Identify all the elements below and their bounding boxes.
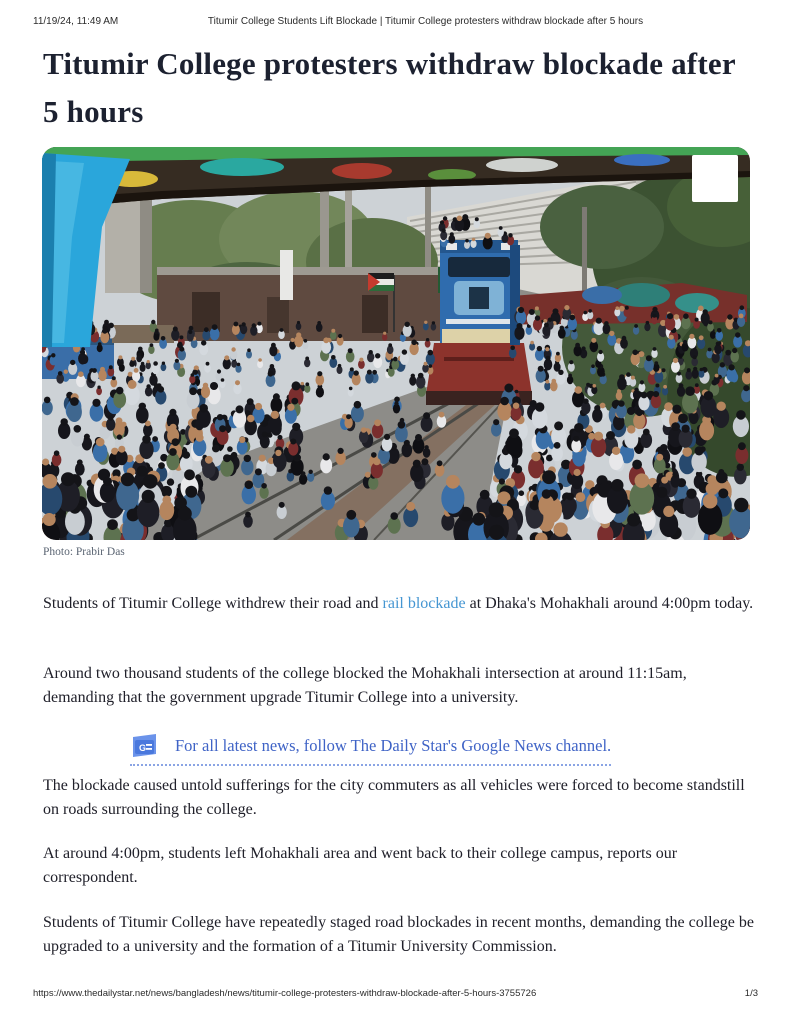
google-news-label[interactable]: For all latest news, follow The Daily Star's Google News channel. <box>175 736 612 755</box>
print-datetime: 11/19/24, 11:49 AM <box>33 16 119 27</box>
paragraph-5: Students of Titumir College have repeatedly staged road blockades in recent months, demanding the college be upgraded to a university and the formation of a Titumir University Commission. <box>43 914 754 955</box>
intro-text-after: at Dhaka's Mohakhali around 4:00pm today. <box>465 595 754 612</box>
print-page-indicator: 1/3 <box>744 988 758 999</box>
svg-text:G: G <box>139 743 147 753</box>
google-news-banner[interactable] <box>130 733 611 766</box>
ad-placeholder <box>692 155 738 202</box>
paragraph-intro <box>43 592 759 616</box>
print-source-url: https://www.thedailystar.net/news/bangladesh/news/titumir-college-protesters-withdraw-blockade-after-5-hours-3755726 <box>33 988 537 999</box>
rail-blockade-link[interactable]: rail blockade <box>382 595 466 612</box>
intro-text-before: Students of Titumir College withdrew their road and <box>43 595 383 612</box>
article-headline: Titumir College protesters withdraw blockade after 5 hours <box>43 46 736 129</box>
google-news-icon <box>130 733 159 759</box>
paragraph-4: At around 4:00pm, students left Mohakhali area and went back to their college campus, reports our correspondent. <box>43 845 678 886</box>
paragraph-2: Around two thousand students of the college blocked the Mohakhali intersection at around 11:15am, demanding that the government upgrade Titumir College into a university. <box>43 665 687 706</box>
paragraph-3: The blockade caused untold sufferings for the city commuters as all vehicles were forced to become standstill on roads surrounding the college. <box>43 777 745 818</box>
photo-caption: Photo: Prabir Das <box>43 546 125 558</box>
train <box>426 240 532 405</box>
print-doc-title: Titumir College Students Lift Blockade | Titumir College protesters withdraw blockade after 5 hours <box>207 16 644 27</box>
article-photo <box>42 147 750 540</box>
